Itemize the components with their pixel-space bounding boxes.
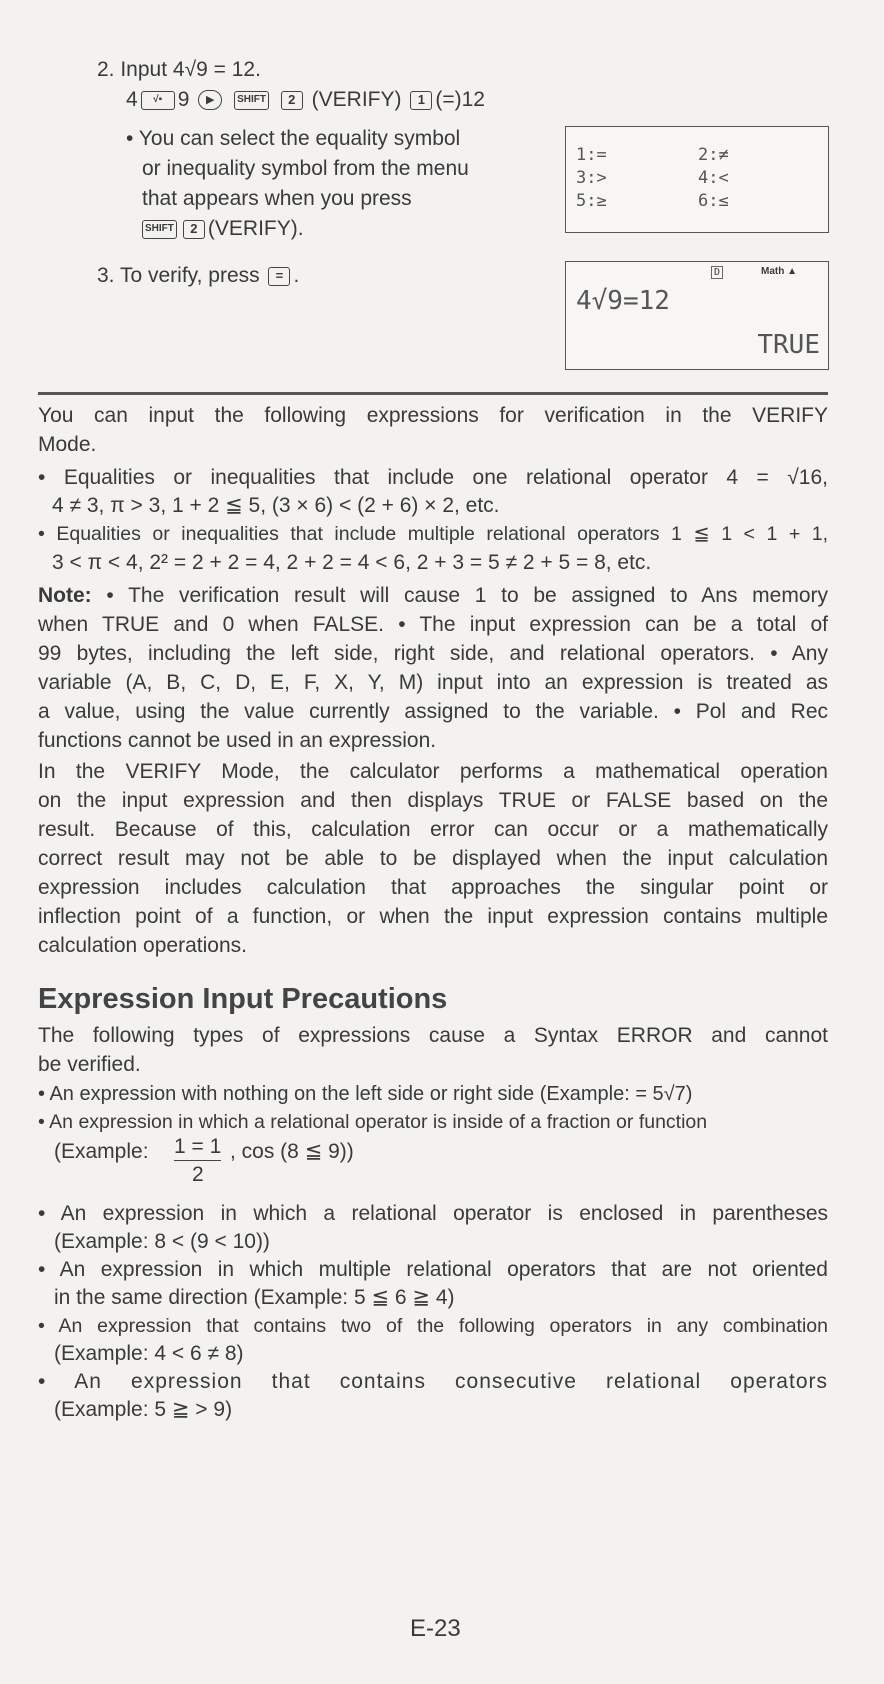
section-divider bbox=[38, 392, 828, 395]
shift-key: SHIFT bbox=[142, 220, 177, 239]
menu-item-2: 2:≠ bbox=[698, 145, 729, 165]
bullet-2-line-1: • Equalities or inequalities that include multiple relational operators 1 ≦ 1 < 1 + 1, bbox=[38, 523, 828, 545]
fraction-example-prefix: (Example: bbox=[54, 1140, 149, 1163]
equals-key: = bbox=[268, 267, 290, 286]
precaution-6-line-2: (Example: 5 ≧ > 9) bbox=[54, 1398, 233, 1421]
step3-label: 3. To verify, press bbox=[97, 264, 260, 287]
note-line-6: functions cannot be used in an expression. bbox=[38, 729, 437, 752]
right-arrow-key-icon: ▶ bbox=[198, 90, 222, 110]
precaution-4-line-1: • An expression in which multiple relational operators that are not oriented bbox=[38, 1258, 828, 1281]
menu-item-3: 3:> bbox=[576, 168, 607, 188]
sqrt-key: √▪ bbox=[141, 91, 175, 110]
digit-4: 4 bbox=[126, 88, 138, 111]
step2-title: 2. Input 4√9 = 12. bbox=[97, 58, 261, 81]
note-label: Note: bbox=[38, 584, 92, 607]
note-line-1-text: • The verification result will cause 1 to be assigned to Ans memory bbox=[106, 584, 828, 607]
shift-key: SHIFT bbox=[234, 91, 269, 110]
step2-bullet-line-1: • You can select the equality symbol bbox=[126, 127, 461, 150]
step2-bullet-line-2: or inequality symbol from the menu bbox=[142, 157, 469, 180]
result-value: TRUE bbox=[757, 330, 820, 360]
verify-label: (VERIFY). bbox=[207, 217, 304, 240]
fraction-example-suffix: , cos (8 ≦ 9)) bbox=[230, 1140, 354, 1163]
precaution-2: • An expression in which a relational operator is inside of a fraction or function bbox=[38, 1111, 708, 1133]
section-intro-line-2: be verified. bbox=[38, 1053, 141, 1076]
precaution-3-line-1: • An expression in which a relational operator is enclosed in parentheses bbox=[38, 1202, 828, 1225]
intro-line-1: You can input the following expressions for verification in the VERIFY bbox=[38, 404, 828, 427]
verify-para-line-5: expression includes calculation that approaches the singular point or bbox=[38, 876, 828, 899]
menu-item-1: 1:= bbox=[576, 145, 607, 165]
precaution-4-line-2: in the same direction (Example: 5 ≦ 6 ≧ 4) bbox=[54, 1286, 455, 1309]
menu-item-6: 6:≤ bbox=[698, 191, 729, 211]
precaution-1: • An expression with nothing on the left side or right side (Example: = 5√7) bbox=[38, 1083, 693, 1105]
equals-12-label: (=)12 bbox=[435, 88, 485, 111]
verify-para-line-2: on the input expression and then displays TRUE or FALSE based on the bbox=[38, 789, 828, 812]
note-line-3: 99 bytes, including the left side, right side, and relational operators. • Any bbox=[38, 642, 828, 665]
verify-para-line-1: In the VERIFY Mode, the calculator performs a mathematical operation bbox=[38, 760, 828, 783]
note-line-5: a value, using the value currently assigned to the variable. • Pol and Rec bbox=[38, 700, 828, 723]
fraction-numerator: 1 = 1 bbox=[174, 1134, 221, 1161]
page-number: E-23 bbox=[410, 1615, 461, 1642]
math-mode-indicator: Math ▲ bbox=[761, 266, 798, 277]
result-screen bbox=[565, 261, 829, 370]
step2-bullet-line-4 bbox=[142, 215, 304, 243]
note-line-2: when TRUE and 0 when FALSE. • The input expression can be a total of bbox=[38, 613, 828, 636]
verify-para-line-4: correct result may not be able to be displayed when the input calculation bbox=[38, 847, 828, 870]
precaution-5-line-2: (Example: 4 < 6 ≠ 8) bbox=[54, 1342, 244, 1365]
precaution-6-line-1: • An expression that contains consecutive relational operators bbox=[38, 1370, 828, 1393]
menu-item-5: 5:≥ bbox=[576, 191, 607, 211]
key-2: 2 bbox=[281, 91, 303, 110]
digit-9: 9 bbox=[177, 88, 190, 111]
bullet-2-line-2: 3 < π < 4, 2² = 2 + 2 = 4, 2 + 2 = 4 < 6, 2 + 3 = 5 ≠ 2 + 5 = 8, etc. bbox=[52, 551, 652, 574]
key-1: 1 bbox=[410, 91, 432, 110]
step3-text: 3. To verify, press = . bbox=[97, 264, 300, 287]
verify-para-line-3: result. Because of this, calculation error can occur or a mathematically bbox=[38, 818, 828, 841]
section-intro-line-1: The following types of expressions cause a Syntax ERROR and cannot bbox=[38, 1024, 828, 1047]
note-line-1 bbox=[38, 582, 828, 610]
step2-key-sequence bbox=[126, 86, 485, 114]
verify-label: (VERIFY) bbox=[311, 88, 402, 111]
result-expression: 4√9=12 bbox=[576, 286, 670, 316]
verify-para-line-7: calculation operations. bbox=[38, 934, 247, 957]
note-line-4: variable (A, B, C, D, E, F, X, Y, M) input into an expression is treated as bbox=[38, 671, 828, 694]
bullet-1-line-1: • Equalities or inequalities that include one relational operator 4 = √16, bbox=[38, 466, 828, 489]
menu-item-4: 4:< bbox=[698, 168, 729, 188]
verify-para-line-6: inflection point of a function, or when the input expression contains multiple bbox=[38, 905, 828, 928]
key-2: 2 bbox=[183, 220, 205, 239]
degree-indicator: D bbox=[711, 266, 723, 279]
step2-bullet-line-3: that appears when you press bbox=[142, 187, 412, 210]
menu-screen bbox=[565, 126, 829, 233]
precaution-5-line-1: • An expression that contains two of the following operators in any combination bbox=[38, 1315, 828, 1337]
fraction-denominator: 2 bbox=[192, 1163, 204, 1186]
precaution-3-line-2: (Example: 8 < (9 < 10)) bbox=[54, 1230, 270, 1253]
bullet-1-line-2: 4 ≠ 3, π > 3, 1 + 2 ≦ 5, (3 × 6) < (2 + 6) × 2, etc. bbox=[52, 494, 500, 517]
section-heading: Expression Input Precautions bbox=[38, 983, 448, 1015]
fraction-example bbox=[54, 1135, 414, 1198]
intro-line-2: Mode. bbox=[38, 433, 97, 456]
